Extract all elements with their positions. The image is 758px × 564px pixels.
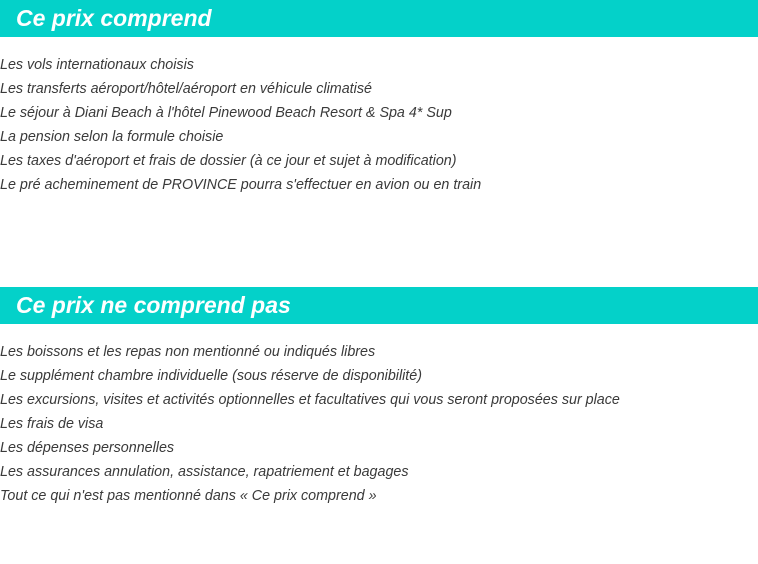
excludes-list-item: Les excursions, visites et activités optionnelles et facultatives qui vous seront proposées sur place (0, 392, 620, 408)
excludes-list-item: Les dépenses personnelles (0, 440, 175, 456)
includes-list-item: La pension selon la formule choisie (0, 129, 224, 145)
excludes-section-title: Ce prix ne comprend pas (0, 287, 758, 324)
includes-list-item: Les taxes d'aéroport et frais de dossier (à ce jour et sujet à modification) (0, 153, 457, 169)
includes-list-item: Le pré acheminement de PROVINCE pourra s'effectuer en avion ou en train (0, 177, 482, 193)
excludes-list-item: Les assurances annulation, assistance, rapatriement et bagages (0, 464, 409, 480)
includes-list-item: Les transferts aéroport/hôtel/aéroport en véhicule climatisé (0, 81, 372, 97)
excludes-list-item: Le supplément chambre individuelle (sous réserve de disponibilité) (0, 368, 422, 384)
includes-list-item: Les vols internationaux choisis (0, 57, 194, 73)
includes-list-item: Le séjour à Diani Beach à l'hôtel Pinewood Beach Resort & Spa 4* Sup (0, 105, 452, 121)
excludes-list-item: Tout ce qui n'est pas mentionné dans « Ce prix comprend » (0, 488, 377, 504)
excludes-list-item: Les boissons et les repas non mentionné ou indiqués libres (0, 344, 376, 360)
includes-section-title: Ce prix comprend (0, 0, 758, 37)
excludes-list (0, 340, 620, 508)
excludes-list-item: Les frais de visa (0, 416, 104, 432)
includes-list (0, 53, 481, 197)
